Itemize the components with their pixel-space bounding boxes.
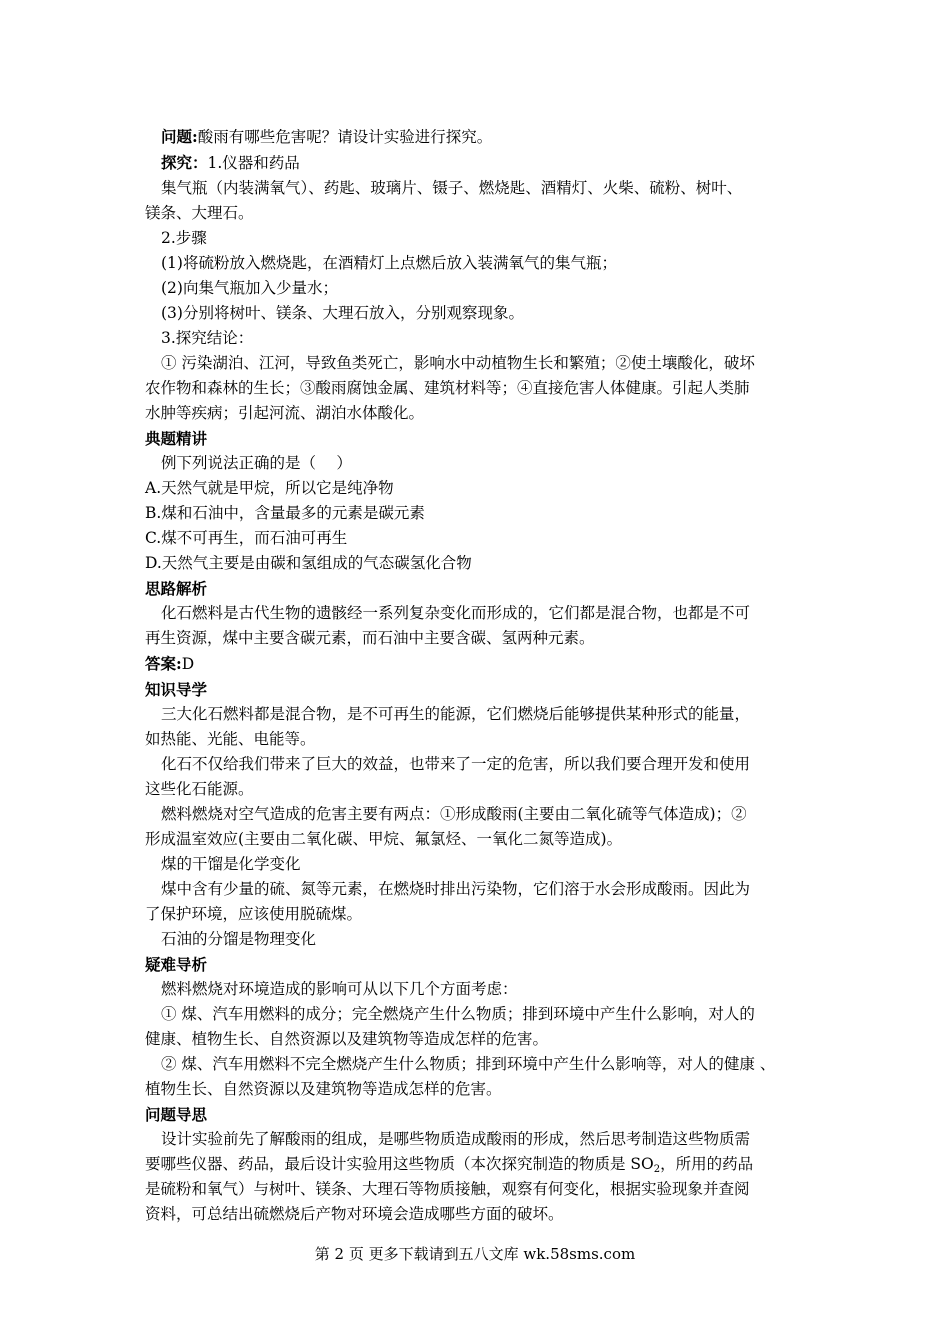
question-text: 酸雨有哪些危害呢？请设计实验进行探究。 [197, 128, 493, 146]
question-guide-line-4: 资料，可总结出硫燃烧后产物对环境会造成哪些方面的破坏。 [145, 1205, 564, 1223]
page-footer: 第 2 页 更多下载请到五八文库 wk.58sms.com [314, 1245, 636, 1263]
explore-item-1: 1.仪器和药品 [207, 154, 300, 172]
guide-2-line-2: 这些化石能源。 [145, 780, 254, 798]
analysis-line-2: 再生资源，煤中主要含碳元素，而石油中主要含碳、氢两种元素。 [145, 629, 595, 647]
document-body [145, 124, 805, 1227]
heading-guide: 知识导学 [145, 680, 208, 699]
conclusion-line-3: 水肿等疾病；引起河流、湖泊水体酸化。 [145, 404, 425, 422]
steps-title: 2.步骤 [161, 229, 207, 247]
question-guide-line-2-a: 要哪些仪器、药品，最后设计实验用这些物质（本次探究制造的物质是 SO [145, 1155, 654, 1173]
analysis-line-1: 化石燃料是古代生物的遗骸经一系列复杂变化而形成的，它们都是混合物，也都是不可 [161, 604, 751, 622]
step-3: (3)分别将树叶、镁条、大理石放入，分别观察现象。 [161, 304, 524, 322]
option-b: B.煤和石油中，含量最多的元素是碳元素 [145, 504, 425, 522]
heading-analysis: 思路解析 [145, 579, 208, 598]
option-a: A.天然气就是甲烷，所以它是纯净物 [145, 479, 394, 497]
guide-5-line-2: 了保护环境，应该使用脱硫煤。 [145, 905, 363, 923]
guide-2-line-1: 化石不仅给我们带来了巨大的效益，也带来了一定的危害，所以我们要合理开发和使用 [161, 755, 751, 773]
explore-label: 探究： [161, 153, 208, 172]
guide-1-line-2: 如热能、光能、电能等。 [145, 730, 316, 748]
guide-5-line-1: 煤中含有少量的硫、氮等元素，在燃烧时排出污染物，它们溶于水会形成酸雨。因此为 [161, 880, 751, 898]
question-guide-line-1: 设计实验前先了解酸雨的组成，是哪些物质造成酸雨的形成，然后思考制造这些物质需 [161, 1130, 751, 1148]
guide-4: 煤的干馏是化学变化 [161, 855, 301, 873]
answer-line [145, 651, 805, 677]
step-1: (1)将硫粉放入燃烧匙，在酒精灯上点燃后放入装满氧气的集气瓶； [161, 254, 617, 272]
guide-1-line-1: 三大化石燃料都是混合物，是不可再生的能源，它们燃烧后能够提供某种形式的能量， [161, 705, 751, 723]
difficult-2-line-2: 植物生长、自然资源以及建筑物等造成怎样的危害。 [145, 1080, 502, 1098]
heading-question-guide: 问题导思 [145, 1105, 208, 1124]
guide-3-line-2: 形成温室效应(主要由二氧化碳、甲烷、氟氯烃、一氧化二氮等造成)。 [145, 830, 623, 848]
question-guide-line-2-b: ，所用的药品 [660, 1155, 754, 1173]
question-guide-line-3: 是硫粉和氧气）与树叶、镁条、大理石等物质接触，观察有何变化，根据实验现象并查阅 [145, 1180, 750, 1198]
conclusion-line-2: 农作物和森林的生长；③酸雨腐蚀金属、建筑材料等；④直接危害人体健康。引起人类肺 [145, 379, 750, 397]
difficult-1-line-2: 健康、植物生长、自然资源以及建筑物等造成怎样的危害。 [145, 1030, 549, 1048]
difficult-intro: 燃料燃烧对环境造成的影响可从以下几个方面考虑： [161, 980, 518, 998]
guide-3-line-1: 燃料燃烧对空气造成的危害主要有两点：①形成酸雨(主要由二氧化硫等气体造成)；② [161, 805, 747, 823]
example-question: 例下列说法正确的是（ ） [161, 454, 352, 472]
difficult-1-line-1: ① 煤、汽车用燃料的成分；完全燃烧产生什么物质；排到环境中产生什么影响，对人的 [161, 1005, 755, 1023]
so2-subscript: 2 [653, 1164, 661, 1175]
question-line [145, 124, 805, 150]
heading-difficult: 疑难导析 [145, 955, 208, 974]
option-d: D.天然气主要是由碳和氢组成的气态碳氢化合物 [145, 554, 472, 572]
step-2: (2)向集气瓶加入少量水； [161, 279, 338, 297]
option-c: C.煤不可再生，而石油可再生 [145, 529, 348, 547]
question-label: 问题: [161, 127, 198, 146]
difficult-2-line-1: ② 煤、汽车用燃料不完全燃烧产生什么物质；排到环境中产生什么影响等，对人的健康 、 [161, 1055, 776, 1073]
answer-value: D [181, 655, 195, 673]
answer-label: 答案: [145, 654, 182, 673]
materials-line-1: 集气瓶（内装满氧气）、药匙、玻璃片、镊子、燃烧匙、酒精灯、火柴、硫粉、树叶、 [161, 179, 743, 197]
explore-line [145, 150, 805, 176]
heading-example: 典题精讲 [145, 429, 208, 448]
materials-line-2: 镁条、大理石。 [145, 204, 254, 222]
conclusion-line-1: ① 污染湖泊、江河，导致鱼类死亡，影响水中动植物生长和繁殖；②使土壤酸化，破坏 [161, 354, 755, 372]
conclusion-title: 3.探究结论： [161, 329, 254, 347]
guide-6: 石油的分馏是物理变化 [161, 930, 317, 948]
question-guide-line-2 [145, 1152, 805, 1177]
